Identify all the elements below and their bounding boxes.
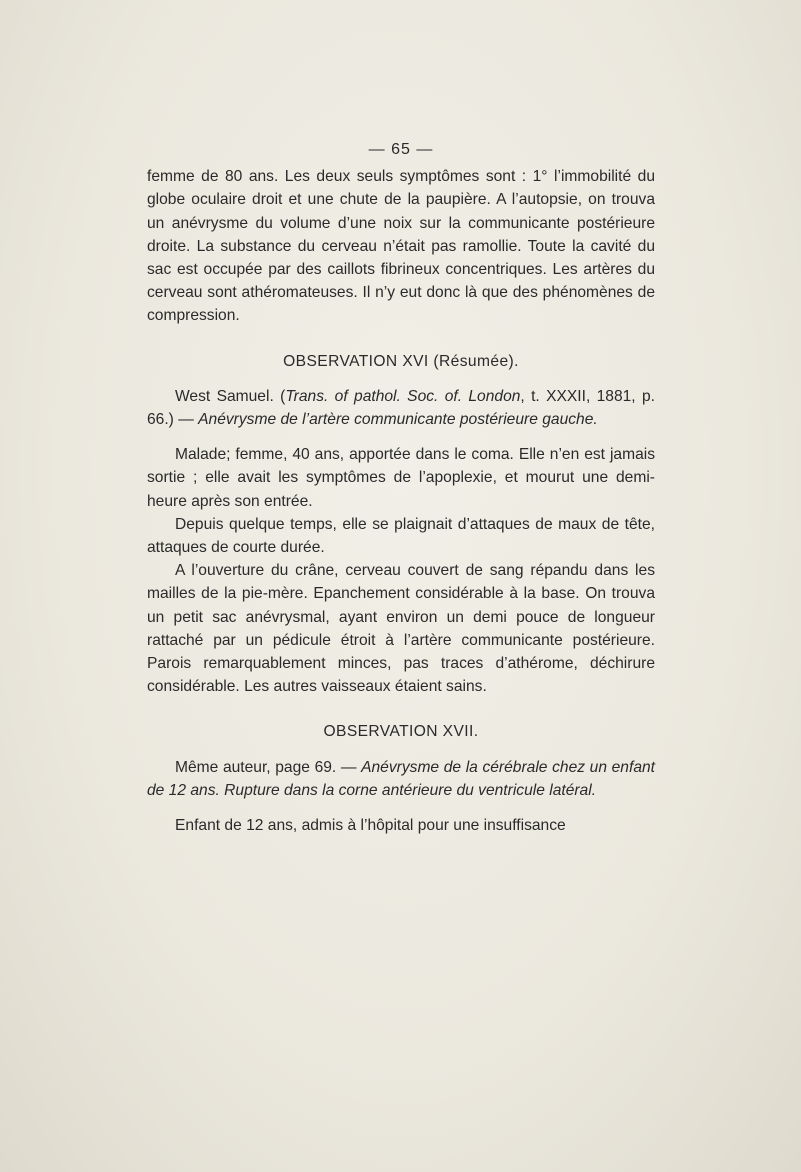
reference-volume: , t. XXXII, 1881, p. 66.) — bbox=[147, 387, 655, 429]
page-number: — 65 — bbox=[368, 141, 434, 158]
paragraph-child-case: Enfant de 12 ans, admis à l’hôpital pour une insuffisance bbox=[175, 817, 566, 835]
paragraph-autopsy-findings: A l’ouverture du crâne, cerveau couvert de sang répandu dans les mailles de la pie-mère. Epanchement considérable à la base. On trouva un petit sac anévrysmal, ayant environ un demi pouce de longueur rattaché par un pédicule étroit à l’artère communicante postérieure. Parois remarquablement minces, pas traces d’athérome, déchirure considérable. Les autres vaisseaux étaient sains. bbox=[147, 562, 655, 696]
reference-subject: Anévrysme de la cérébrale chez un enfant de 12 ans. Rupture dans la corne antérieure du ventricule latéral. bbox=[147, 758, 655, 799]
observation-17-reference bbox=[147, 756, 655, 802]
paragraph-patient-history: Depuis quelque temps, elle se plaignait d’attaques de maux de tête, attaques de courte durée. bbox=[147, 515, 655, 557]
page-text-block bbox=[147, 138, 655, 837]
observation-17-heading: OBSERVATION XVII. bbox=[323, 723, 479, 741]
reference-author: West Samuel. ( bbox=[175, 387, 286, 405]
paragraph-case-continuation: femme de 80 ans. Les deux seuls symptômes sont : 1° l’immobilité du globe oculaire droit et une chute de la paupière. A l’autopsie, on trouva un anévrysme du volume d’une noix sur la communicante postérieure droite. La substance du cerveau n’était pas ramollie. Toute la cavité du sac est occupée par des caillots fibrineux concentriques. Les artères du cerveau sont athéromateuses. Il n’y eut donc là que des phénomènes de compression. bbox=[147, 168, 655, 325]
reference-journal: Trans. of pathol. Soc. of. London bbox=[285, 387, 521, 405]
reference-subject: Anévrysme de l’artère communicante postérieure gauche. bbox=[198, 411, 598, 429]
observation-16-reference bbox=[147, 385, 655, 431]
observation-16-heading: OBSERVATION XVI (Résumée). bbox=[283, 352, 519, 370]
paragraph-patient-admission: Malade; femme, 40 ans, apportée dans le coma. Elle n’en est jamais sortie ; elle avait les symptômes de l’apoplexie, et mourut une demi-heure après son entrée. bbox=[147, 446, 655, 510]
reference-author: Même auteur, page 69. — bbox=[175, 758, 362, 776]
